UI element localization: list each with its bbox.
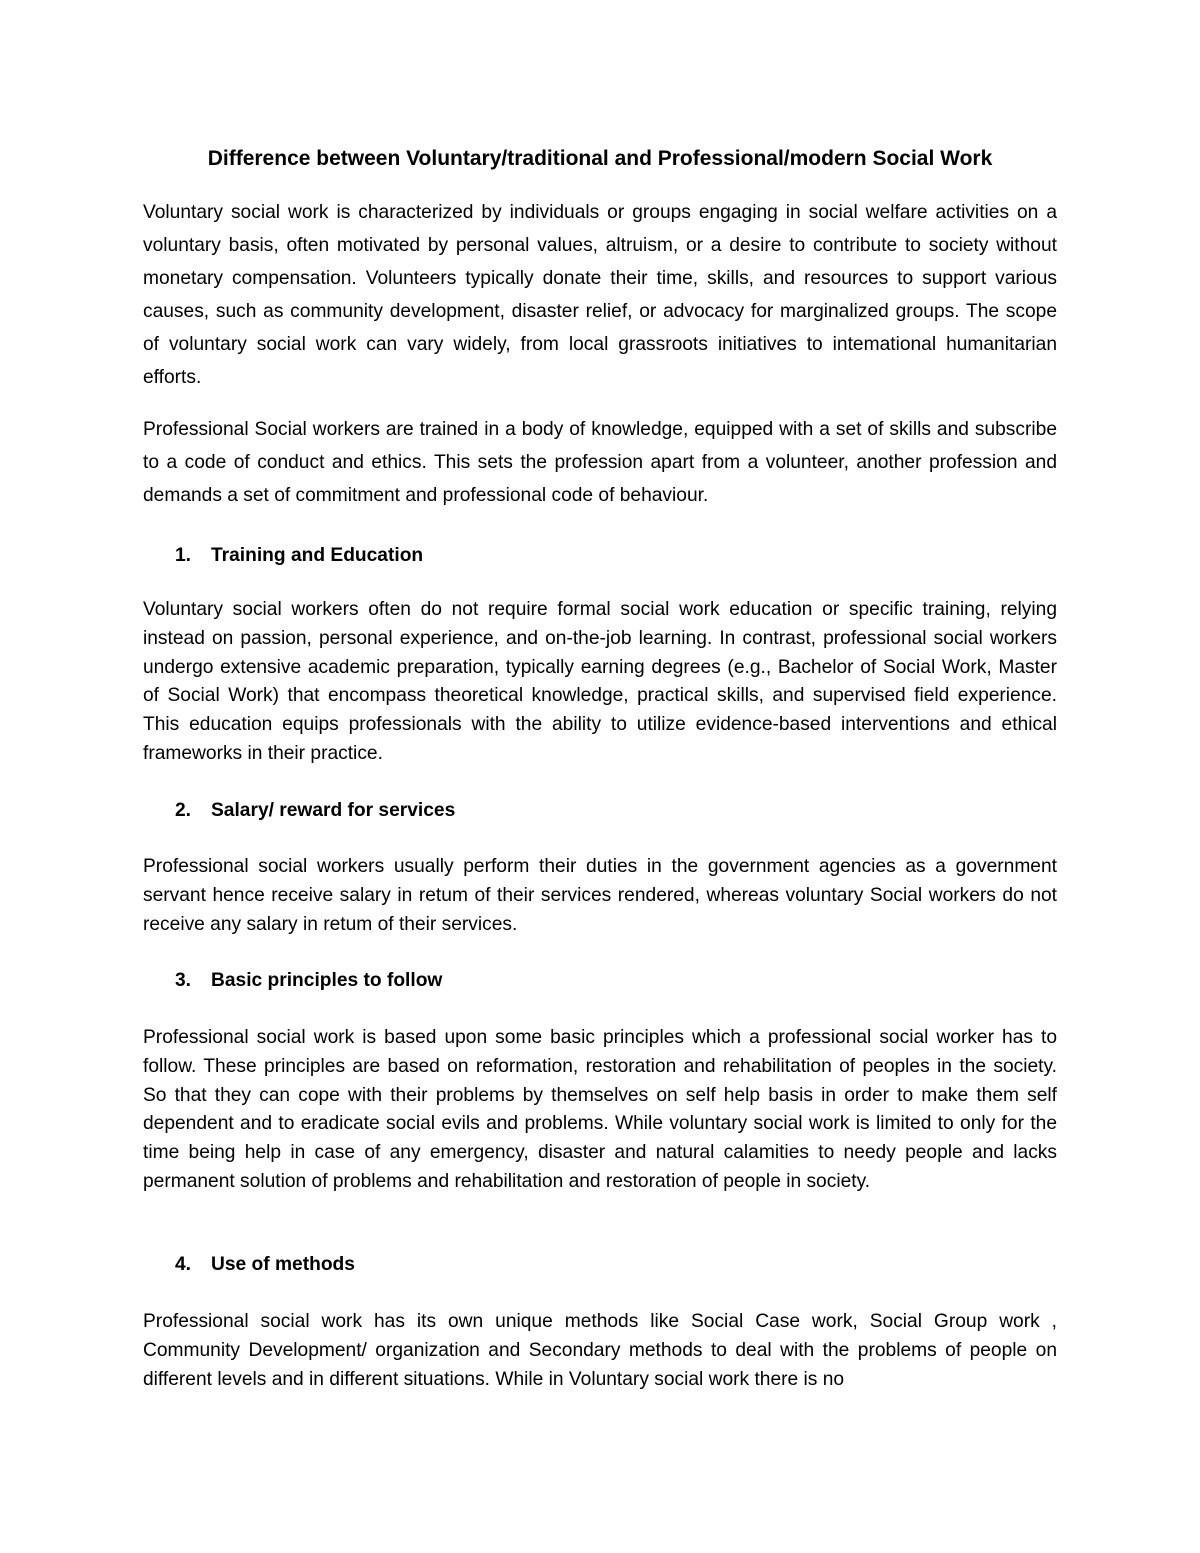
section-body-salary: Professional social workers usually perform their duties in the government agencies as a government servant hence receive salary in retum of their services rendered, whereas voluntary Social workers do not receive any salary in retum of their services. [143, 856, 1057, 935]
section-heading-label: Use of methods [211, 1254, 355, 1275]
section-heading-salary [175, 797, 455, 825]
section-heading-methods [175, 1251, 355, 1279]
section-heading-principles [175, 967, 442, 995]
intro-paragraph-2: Professional Social workers are trained in a body of knowledge, equipped with a set of skills and subscribe to a code of conduct and ethics. This sets the profession apart from a volunteer, another profession and demands a set of commitment and professional code of behaviour. [143, 419, 1057, 506]
section-body-training: Voluntary social workers often do not require formal social work education or specific training, relying instead on passion, personal experience, and on-the-job learning. In contrast, professional social workers undergo extensive academic preparation, typically earning degrees (e.g., Bachelor of Social Work, Master of Social Work) that encompass theoretical knowledge, practical skills, and supervised field experience. This education equips professionals with the ability to utilize evidence-based interventions and ethical frameworks in their practice. [143, 599, 1057, 764]
section-number: 1. [175, 545, 192, 566]
section-heading-training [175, 542, 423, 570]
section-number: 4. [175, 1254, 192, 1275]
section-body-methods: Professional social work has its own unique methods like Social Case work, Social Group work , Community Development/ organization and Secondary methods to deal with the problems of people on different levels and in different situations. While in Voluntary social work there is no [143, 1311, 1057, 1390]
section-heading-label: Basic principles to follow [211, 970, 443, 991]
document-title: Difference between Voluntary/traditional and Professional/modern Social Work [207, 147, 993, 170]
section-number: 2. [175, 800, 192, 821]
intro-paragraph-1: Voluntary social work is characterized by individuals or groups engaging in social welfare activities on a voluntary basis, often motivated by personal values, altruism, or a desire to contribute to society without monetary compensation. Volunteers typically donate their time, skills, and resources to support various causes, such as community development, disaster relief, or advocacy for marginalized groups. The scope of voluntary social work can vary widely, from local grassroots initiatives to intemational humanitarian efforts. [143, 202, 1057, 388]
section-heading-label: Training and Education [211, 545, 424, 566]
section-body-principles: Professional social work is based upon some basic principles which a professional social worker has to follow. These principles are based on reformation, restoration and rehabilitation of peoples in the society. So that they can cope with their problems by themselves on self help basis in order to make them self dependent and to eradicate social evils and problems. While voluntary social work is limited to only for the time being help in case of any emergency, disaster and natural calamities to needy people and lacks permanent solution of problems and rehabilitation and restoration of people in society. [143, 1027, 1057, 1192]
section-heading-label: Salary/ reward for services [211, 800, 456, 821]
section-number: 3. [175, 970, 192, 991]
